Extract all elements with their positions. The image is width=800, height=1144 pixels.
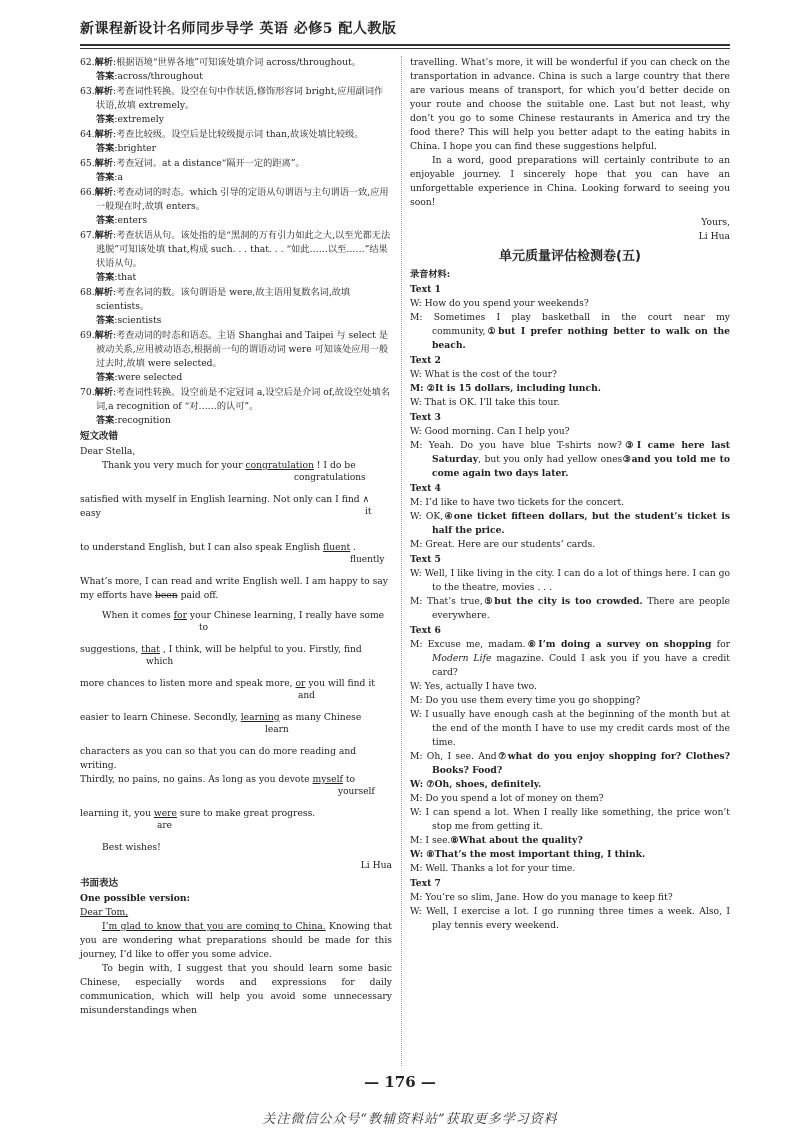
writing-sign: Li Hua xyxy=(698,231,730,242)
correction-line: suggestions, that , I think, will be helpful to you. Firstly, find which xyxy=(80,644,362,667)
answer-value: 答案:extremely xyxy=(96,114,164,125)
dialog-line: M: I’d like to have two tickets for the concert. xyxy=(410,497,625,508)
answer-item: 66.解析:考查动词的时态。which 引导的定语从句谓语与主句谓语一致,应用一般现在时,故填 enters。 xyxy=(80,187,389,212)
dialog-line: M: I see.⑧What about the quality? xyxy=(410,835,583,846)
answer-value: 答案:were selected xyxy=(96,372,183,383)
writing-paragraph: To begin with, I suggest that you should learn some basic Chinese, especially words and expressions for daily communication, which will help you avoid some unnecessary misunderstandings when xyxy=(80,963,392,1016)
correction-line: easier to learn Chinese. Secondly, learning as many Chinese learn xyxy=(80,712,362,735)
header-rule-thin xyxy=(80,48,730,49)
correction-closing: Best wishes! xyxy=(102,842,161,853)
writing-paragraph: I’m glad to know that you are coming to China. Knowing that you are wondering what preparations should be made for this journey, I’d like to offer you some advice. xyxy=(80,921,392,960)
correction-line: satisfied with myself in English learning. Not only can I find ∧ easy it xyxy=(80,494,372,519)
answer-value: 答案:brighter xyxy=(96,143,157,154)
text-heading: Text 2 xyxy=(410,355,441,366)
answer-value: 答案:scientists xyxy=(96,315,162,326)
dialog-line: M: Well. Thanks a lot for your time. xyxy=(410,863,576,874)
column-divider xyxy=(401,56,402,1066)
dialog-line: W: I usually have enough cash at the beginning of the month but at the end of the month I have to use my credit cards most of the time. xyxy=(410,709,730,748)
page-number: — 176 — xyxy=(364,1073,436,1091)
text-heading: Text 7 xyxy=(410,878,441,889)
dialog-line: M: Do you use them every time you go shopping? xyxy=(410,695,641,706)
answer-item: 68.解析:考查名词的数。该句谓语是 were,故主语用复数名词,故填 scientists。 xyxy=(80,287,351,312)
answer-value: 答案:recognition xyxy=(96,415,171,426)
correction-fix: are xyxy=(157,821,172,831)
answer-item: 64.解析:考查比较级。设空后是比较级提示词 than,故该处填比较级。 xyxy=(80,129,364,140)
dialog-line: W: Well, I exercise a lot. I go running three times a week. Also, I play tennis every weekend. xyxy=(410,906,730,931)
answer-item: 62.解析:根据语境“世界各地”可知该处填介词 across/throughout。 xyxy=(80,57,361,68)
dialog-line: W: That is OK. I’ll take this tour. xyxy=(410,397,560,408)
dialog-line: W: ⑦Oh, shoes, definitely. xyxy=(410,779,542,790)
correction-fix: it xyxy=(365,507,372,517)
text-heading: Text 4 xyxy=(410,483,441,494)
correction-line: to understand English, but I can also speak English fluent . fluently xyxy=(80,542,385,565)
left-column xyxy=(80,56,392,1018)
writing-paragraph-cont: travelling. What’s more, it will be wonderful if you can check on the transportation in advance. China is such a large country that there are various means of transport, for which you’d better decide on your route and choose the suitable one. Last but not least, why don’t you go to some Chinese restaurants in America and try the food there? This will help you better adapt to the eating habits in China. I hope you can find these suggestions helpful. xyxy=(410,57,730,152)
header-rule xyxy=(80,44,730,46)
correction-fix: fluently xyxy=(350,555,385,565)
answer-items xyxy=(80,56,392,428)
footer-note: 关注微信公众号“教辅资料站”获取更多学习资料 xyxy=(262,1112,558,1127)
dialog-line: M: Sometimes I play basketball in the court near my community,①but I prefer nothing better to walk on the beach. xyxy=(410,312,730,351)
dialog-line: M: Excuse me, madam.⑥I’m doing a survey on shopping for Modern Life magazine. Could I ask you if you have a credit card? xyxy=(410,639,730,678)
correction-fix: and xyxy=(298,691,315,701)
correction-line: Thank you very much for your congratulation ! I do be congratulations xyxy=(102,460,366,483)
correction-line: learning it, you were sure to make great progress. are xyxy=(80,808,316,831)
answer-value: 答案:that xyxy=(96,272,137,283)
dialog-line: M: You’re so slim, Jane. How do you manage to keep fit? xyxy=(410,892,673,903)
dialog-line: M: That’s true,⑤but the city is too crowded. There are people everywhere. xyxy=(410,596,730,621)
correction-sign: Li Hua xyxy=(360,860,392,871)
answer-item: 67.解析:考查状语从句。该处指的是“黑洞的万有引力如此之大,以至光都无法逃脱”可知该处填 that,构成 such. . . that. . . “如此……以至……”结果状语从句。 xyxy=(80,230,391,269)
correction-line: Thirdly, no pains, no gains. As long as you devote myself to yourself xyxy=(80,774,375,797)
answer-item: 63.解析:考查词性转换。设空在句中作状语,修饰形容词 bright,应用副词作状语,故填 extremely。 xyxy=(80,86,384,111)
dialog-line: M: Do you spend a lot of money on them? xyxy=(410,793,604,804)
correction-fix: yourself xyxy=(338,787,375,797)
text-heading: Text 5 xyxy=(410,554,441,565)
writing-salutation: Dear Tom, xyxy=(80,907,129,918)
dialog-line: W: ⑧That’s the most important thing, I think. xyxy=(410,849,646,860)
dialog-line: W: I can spend a lot. When I really like something, the price won’t stop me from getting it. xyxy=(410,807,730,832)
writing-paragraph-final: In a word, good preparations will certainly contribute to an enjoyable journey. I sincerely hope that you can have an unforgettable experience in China. Looking forward to seeing you soon! xyxy=(410,155,730,208)
dialog-line: W: How do you spend your weekends? xyxy=(410,298,589,309)
correction-line: When it comes for your Chinese learning, I really have some to xyxy=(102,610,385,633)
answer-value: 答案:a xyxy=(96,172,123,183)
answer-item: 69.解析:考查动词的时态和语态。主语 Shanghai and Taipei 与 select 是被动关系,应用被动语态,根据前一句的谓语动词 were 可知该处应用一般过去时,故填 were selected。 xyxy=(80,330,389,369)
dialog-line: W: Yes, actually I have two. xyxy=(410,681,537,692)
dialog-line: M: Yeah. Do you have blue T-shirts now?③I came here last Saturday, but you only had yellow ones③and you told me to come again two days later. xyxy=(410,440,730,479)
correction-line: my efforts have been paid off. xyxy=(80,590,219,601)
unit-title: 单元质量评估检测卷(五) xyxy=(499,249,641,264)
recording-label: 录音材料: xyxy=(410,269,451,280)
dialog-line: W: Good morning. Can I help you? xyxy=(410,426,570,437)
answer-value: 答案:enters xyxy=(96,215,148,226)
correction-salutation: Dear Stella, xyxy=(80,446,136,457)
dialog-line: W: Well, I like living in the city. I can do a lot of things here. I can go to the theatre, movies . . . xyxy=(410,568,730,593)
correction-fix: learn xyxy=(265,725,289,735)
dialog-line: W: What is the cost of the tour? xyxy=(410,369,557,380)
correction-fix: to xyxy=(199,623,209,633)
dialog-line: W: OK,④one ticket fifteen dollars, but the student’s ticket is half the price. xyxy=(410,511,730,536)
right-column xyxy=(410,56,730,933)
dialog-line: M: ②It is 15 dollars, including lunch. xyxy=(410,383,601,394)
answer-item: 65.解析:考查冠词。at a distance“隔开一定的距离”。 xyxy=(80,158,305,169)
text-heading: Text 1 xyxy=(410,284,441,295)
correction-line: characters as you can so that you can do more reading and writing. xyxy=(80,746,357,771)
answer-item: 70.解析:考查词性转换。设空前是不定冠词 a,设空后是介词 of,故设空处填名词,a recognition of “对……的认可”。 xyxy=(80,387,390,412)
answer-value: 答案:across/throughout xyxy=(96,71,203,82)
text-heading: Text 3 xyxy=(410,412,441,423)
correction-fix: congratulations xyxy=(294,473,366,483)
page-header: 新课程新设计名师同步导学 英语 必修5 配人教版 xyxy=(80,21,397,37)
writing-version: One possible version: xyxy=(80,893,190,904)
writing-closing: Yours, xyxy=(701,217,730,228)
dialog-line: M: Oh, I see. And⑦what do you enjoy shopping for? Clothes? Books? Food? xyxy=(410,751,730,776)
writing-heading: 书面表达 xyxy=(80,878,119,889)
correction-heading: 短文改错 xyxy=(80,431,119,442)
correction-fix: which xyxy=(146,657,174,667)
text-heading: Text 6 xyxy=(410,625,441,636)
correction-line: What’s more, I can read and write English well. I am happy to say xyxy=(80,576,388,587)
dialog-line: M: Great. Here are our students’ cards. xyxy=(410,539,596,550)
correction-line: more chances to listen more and speak more, or you will find it and xyxy=(80,678,375,701)
